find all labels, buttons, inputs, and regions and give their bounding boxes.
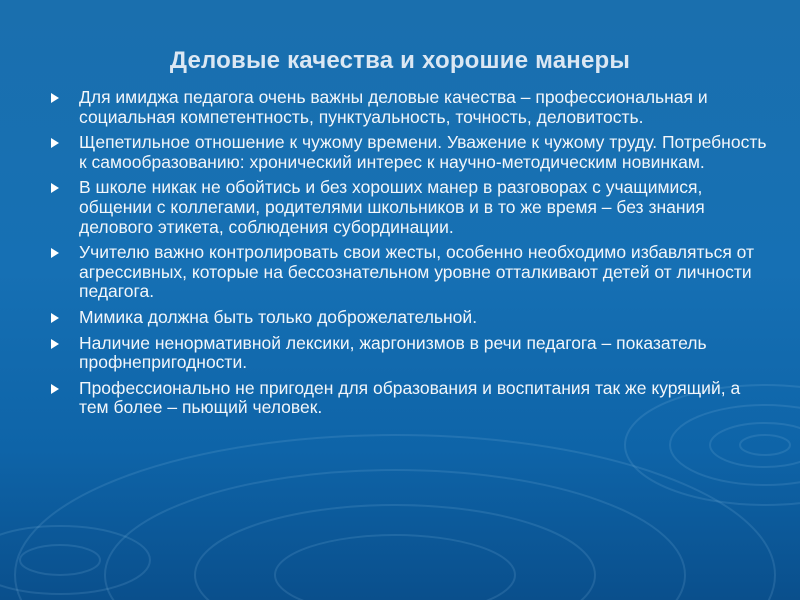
- bullet-text: Профессионально не пригоден для образования и воспитания так же курящий, а тем более – пьющий человек.: [79, 377, 741, 418]
- bullet-item-6: [50, 334, 770, 373]
- bullet-text: Мимика должна быть только доброжелательной.: [79, 306, 478, 327]
- bullet-item-1: [50, 88, 770, 127]
- triangle-arrow-icon: [50, 92, 60, 104]
- bullet-text: Для имиджа педагога очень важны деловые качества – профессиональная и социальная компетентность, пунктуальность, точность, деловитость.: [79, 87, 708, 127]
- triangle-arrow-icon: [50, 247, 60, 259]
- bullet-item-7: [50, 379, 770, 418]
- triangle-arrow-icon: [50, 312, 60, 324]
- bullet-item-3: [50, 178, 770, 237]
- triangle-arrow-icon: [50, 383, 60, 395]
- triangle-arrow-icon: [50, 137, 60, 149]
- triangle-arrow-icon: [50, 338, 60, 350]
- bullet-item-4: [50, 243, 770, 302]
- bullet-item-5: [50, 308, 770, 328]
- bullet-text: Наличие ненормативной лексики, жаргонизмов в речи педагога – показатель профнепригодности.: [79, 332, 707, 373]
- bullet-text: Учителю важно контролировать свои жесты, особенно необходимо избавляться от агрессивных, которые на бессознательном уровне отталкивают детей от личности педагога.: [79, 242, 755, 302]
- slide-title: Деловые качества и хорошие манеры: [169, 47, 631, 74]
- bullet-text: В школе никак не обойтись и без хороших манер в разговорах с учащимися, общении с коллегами, родителями школьников и в то же время – без знания делового этикета, соблюдения субординации.: [79, 177, 705, 237]
- bullet-item-2: [50, 133, 770, 172]
- bullet-list: [50, 88, 770, 424]
- bullet-text: Щепетильное отношение к чужому времени. Уважение к чужому труду. Потребность к самообразованию: хронический интерес к научно-методическим новинкам.: [79, 132, 767, 172]
- triangle-arrow-icon: [50, 182, 60, 194]
